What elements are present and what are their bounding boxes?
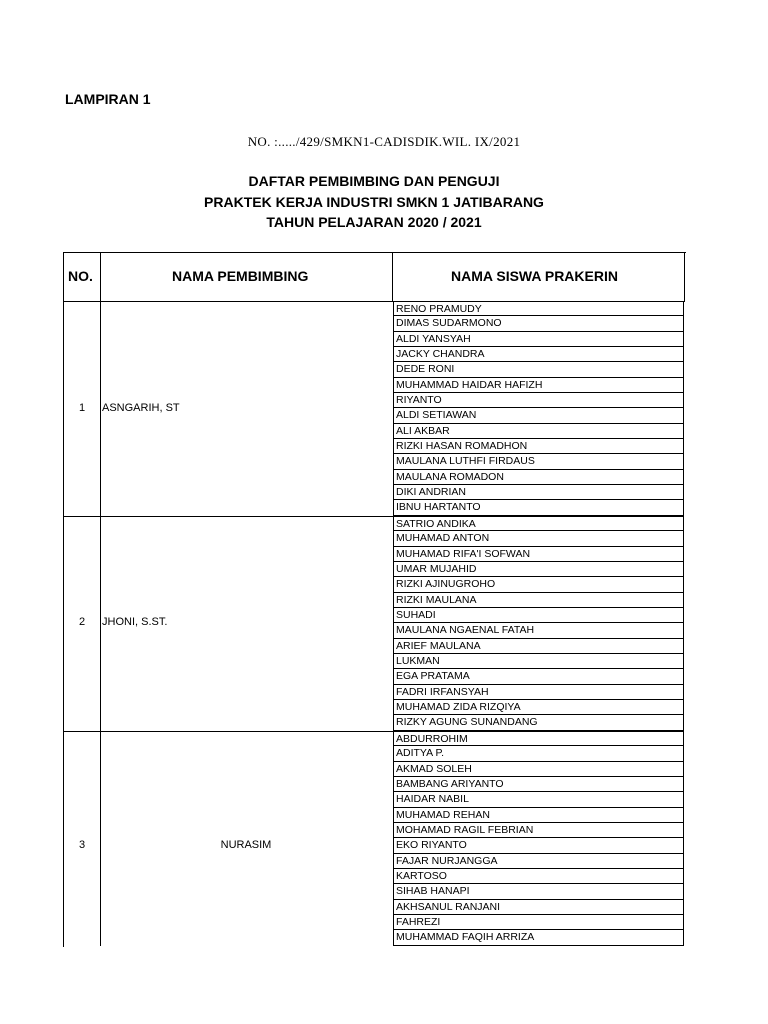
student-name: RENO PRAMUDY bbox=[393, 301, 684, 316]
table-divider bbox=[63, 516, 394, 517]
student-name: MUHAMMAD FAQIH ARRIZA bbox=[393, 930, 684, 945]
student-name: MUHAMAD ANTON bbox=[393, 531, 684, 546]
student-name: UMAR MUJAHID bbox=[393, 562, 684, 577]
student-list bbox=[393, 301, 684, 516]
student-name: MAULANA LUTHFI FIRDAUS bbox=[393, 454, 684, 469]
document-title-line-2: PRAKTEK KERJA INDUSTRI SMKN 1 JATIBARANG bbox=[204, 194, 544, 210]
table-divider bbox=[392, 252, 393, 301]
student-name: EKO RIYANTO bbox=[393, 838, 684, 853]
student-name: RIZKI MAULANA bbox=[393, 593, 684, 608]
student-name: ALDI YANSYAH bbox=[393, 332, 684, 347]
column-header-no: NO. bbox=[68, 268, 93, 284]
student-name: LUKMAN bbox=[393, 654, 684, 669]
supervisor-name: NURASIM bbox=[220, 839, 272, 851]
student-name: MUHAMAD ZIDA RIZQIYA bbox=[393, 700, 684, 715]
student-name: DIKI ANDRIAN bbox=[393, 485, 684, 500]
student-name: FAHREZI bbox=[393, 915, 684, 930]
letter-number: NO. :...../429/SMKN1-CADISDIK.WIL. IX/2021 bbox=[247, 134, 521, 149]
document-title-line-1: DAFTAR PEMBIMBING DAN PENGUJI bbox=[248, 173, 500, 189]
student-name: EGA PRATAMA bbox=[393, 669, 684, 684]
supervisor-name: JHONI, S.ST. bbox=[102, 616, 168, 628]
student-name: MUHAMAD REHAN bbox=[393, 808, 684, 823]
student-name: ALI AKBAR bbox=[393, 424, 684, 439]
student-name: RIYANTO bbox=[393, 393, 684, 408]
group-number: 3 bbox=[78, 839, 86, 851]
student-name: ARIEF MAULANA bbox=[393, 639, 684, 654]
student-name: DEDE RONI bbox=[393, 362, 684, 377]
student-list bbox=[393, 516, 684, 731]
student-name: ABDURROHIM bbox=[393, 731, 684, 746]
student-name: MUHAMAD RIFA'I SOFWAN bbox=[393, 547, 684, 562]
student-name: FADRI IRFANSYAH bbox=[393, 685, 684, 700]
student-name: MOHAMAD RAGIL FEBRIAN bbox=[393, 823, 684, 838]
student-name: AKMAD SOLEH bbox=[393, 762, 684, 777]
student-name: MAULANA NGAENAL FATAH bbox=[393, 623, 684, 638]
group-number: 2 bbox=[78, 616, 86, 628]
student-name: BAMBANG ARIYANTO bbox=[393, 777, 684, 792]
student-name: SUHADI bbox=[393, 608, 684, 623]
table-divider bbox=[684, 252, 685, 301]
student-name: IBNU HARTANTO bbox=[393, 500, 684, 515]
attachment-label: LAMPIRAN 1 bbox=[65, 91, 151, 107]
student-name: JACKY CHANDRA bbox=[393, 347, 684, 362]
student-name: HAIDAR NABIL bbox=[393, 792, 684, 807]
student-name: SATRIO ANDIKA bbox=[393, 516, 684, 531]
student-name: SIHAB HANAPI bbox=[393, 884, 684, 899]
student-name: ADITYA P. bbox=[393, 746, 684, 761]
student-name: KARTOSO bbox=[393, 869, 684, 884]
student-name: MUHAMMAD HAIDAR HAFIZH bbox=[393, 378, 684, 393]
document-title-line-3: TAHUN PELAJARAN 2020 / 2021 bbox=[266, 214, 482, 230]
student-list bbox=[393, 731, 684, 946]
table-divider bbox=[63, 731, 394, 732]
student-name: DIMAS SUDARMONO bbox=[393, 316, 684, 331]
student-name: AKHSANUL RANJANI bbox=[393, 900, 684, 915]
student-name: RIZKY AGUNG SUNANDANG bbox=[393, 715, 684, 730]
column-header-student: NAMA SISWA PRAKERIN bbox=[451, 268, 618, 284]
group-number: 1 bbox=[78, 402, 86, 414]
supervisor-name: ASNGARIH, ST bbox=[102, 402, 180, 414]
student-name: ALDI SETIAWAN bbox=[393, 408, 684, 423]
student-name: MAULANA ROMADON bbox=[393, 470, 684, 485]
student-name: RIZKI AJINUGROHO bbox=[393, 577, 684, 592]
column-header-supervisor: NAMA PEMBIMBING bbox=[172, 268, 309, 284]
student-name: RIZKI HASAN ROMADHON bbox=[393, 439, 684, 454]
student-name: FAJAR NURJANGGA bbox=[393, 854, 684, 869]
